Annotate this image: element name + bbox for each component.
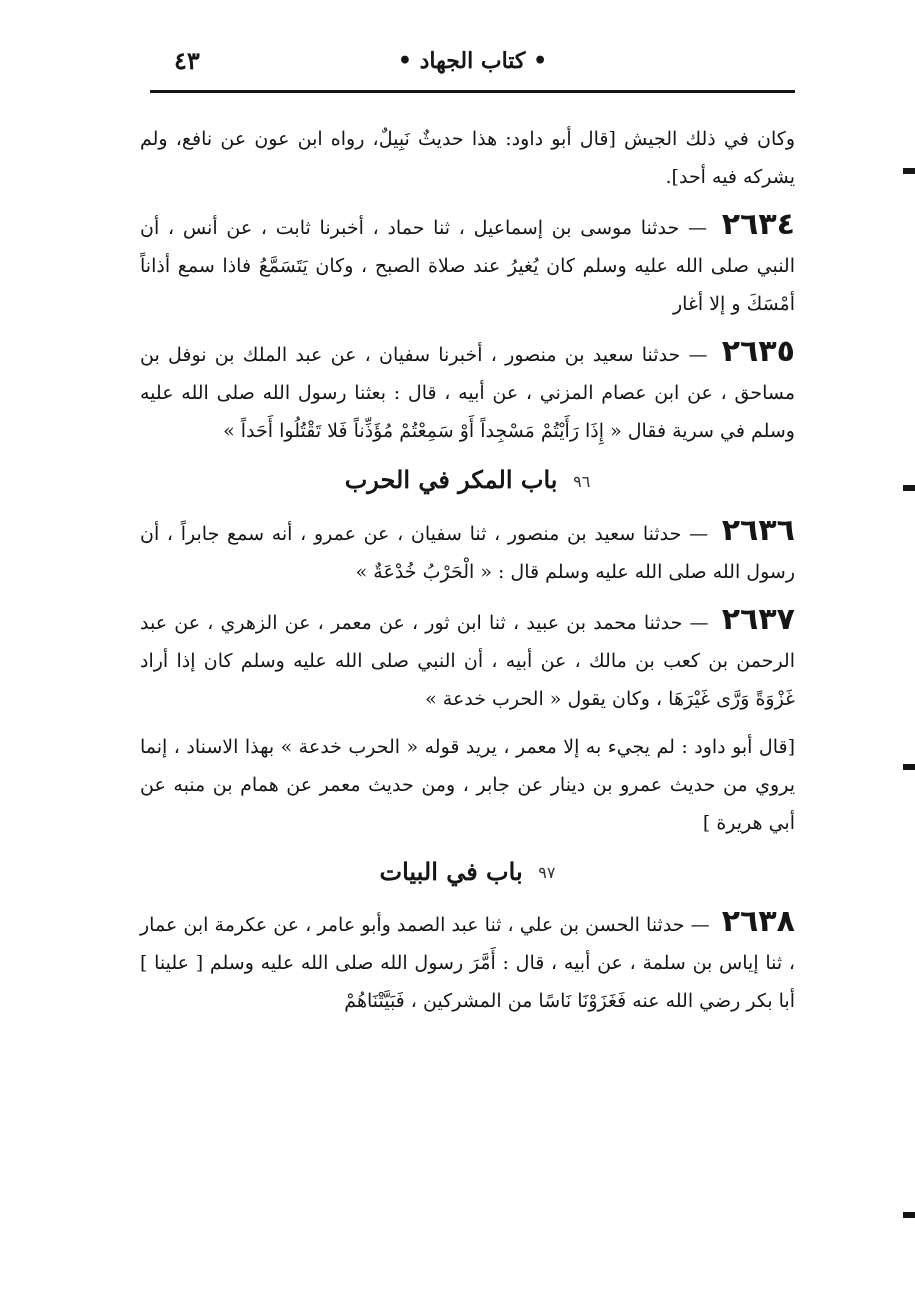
chapter-heading-96: [140, 462, 795, 500]
hadith-number: ٢٦٣٧: [721, 601, 795, 637]
chapter-title: باب في البيات: [379, 856, 523, 886]
chapter-number: ٩٦: [573, 471, 591, 491]
hadith-text: — حدثنا سعيد بن منصور ، ثنا سفيان ، عن عمرو ، أنه سمع جابراً ، أن رسول الله صلى الله عليه وسلم قال : « الْحَرْبُ خُدْعَةٌ »: [140, 522, 795, 583]
hadith-2637: [140, 601, 795, 718]
hadith-2634: [140, 206, 795, 323]
abu-dawud-note: [قال أبو داود : لم يجيء به إلا معمر ، يريد قوله « الحرب خدعة » بهذا الاسناد ، إنما يروي من حديث عمرو بن دينار عن جابر ، ومن حديث معمر عن همام بن منبه عن أبي هريرة ]: [140, 735, 795, 834]
hadith-2635: [140, 333, 795, 450]
scan-edge-mark: [903, 764, 915, 770]
hadith-number: ٢٦٣٨: [721, 904, 795, 939]
header-rule: [150, 90, 795, 93]
page-header: [150, 42, 795, 88]
hadith-number: ٢٦٣٦: [721, 512, 795, 548]
hadith-text: — حدثنا سعيد بن منصور ، أخبرنا سفيان ، عن عبد الملك بن نوفل بن مساحق ، عن ابن عصام المزني ، عن أبيه ، قال : بعثنا رسول الله صلى الله عليه وسلم في سرية فقال « إِذَا رَأَيْتُمْ مَسْجِداً أَوْ سَمِعْتُمْ مُؤَذِّناً فَلا تَقْتُلُوا أَحَداً »: [140, 344, 795, 442]
hadith-2638: [140, 903, 795, 1020]
scan-edge-mark: [903, 168, 915, 174]
chapter-title: باب المكر في الحرب: [344, 465, 558, 494]
hadith-text: — حدثنا الحسن بن علي ، ثنا عبد الصمد وأبو عامر ، عن عكرمة ابن عمار ، ثنا إياس بن سلمة ، عن أبيه ، قال : أَمَّرَ رسول الله صلى الله عليه وسلم [ علينا ] أبا بكر رضي الله عنه فَغَزَوْنَا نَاسًا من المشركين ، فَبَيَّتْنَاهُمْ: [140, 914, 795, 1012]
intro-paragraph: وكان في ذلك الجيش [قال أبو داود: هذا حديثٌ نَبِيلٌ، رواه ابن عون عن نافع، ولم يشركه فيه أحد].: [140, 128, 795, 188]
hadith-number: ٢٦٣٤: [721, 207, 795, 242]
chapter-number: ٩٧: [538, 863, 556, 882]
page-body: [140, 120, 795, 1020]
hadith-2636: [140, 512, 795, 591]
scan-edge-mark: [903, 485, 915, 491]
running-title: • كتاب الجهاد •: [397, 48, 548, 74]
page-number: ٤٣: [174, 46, 200, 75]
hadith-number: ٢٦٣٥: [721, 334, 795, 369]
scan-edge-mark: [903, 1212, 915, 1218]
chapter-heading-97: [140, 854, 795, 892]
hadith-text: — حدثنا موسى بن إسماعيل ، ثنا حماد ، أخبرنا ثابت ، عن أنس ، أن النبي صلى الله عليه وسلم كان يُغيرُ عند صلاة الصبح ، وكان يَتَسَمَّعُ فاذا سمع أذاناً أمْسَكَ و إلا أغار: [140, 217, 795, 315]
hadith-text: — حدثنا محمد بن عبيد ، ثنا ابن ثور ، عن معمر ، عن الزهري ، عن عبد الرحمن بن كعب بن مالك ، عن أبيه ، أن النبي صلى الله عليه وسلم كان إذا أراد غَزْوَةً وَرَّى غَيْرَهَا ، وكان يقول « الحرب خدعة »: [140, 611, 795, 710]
